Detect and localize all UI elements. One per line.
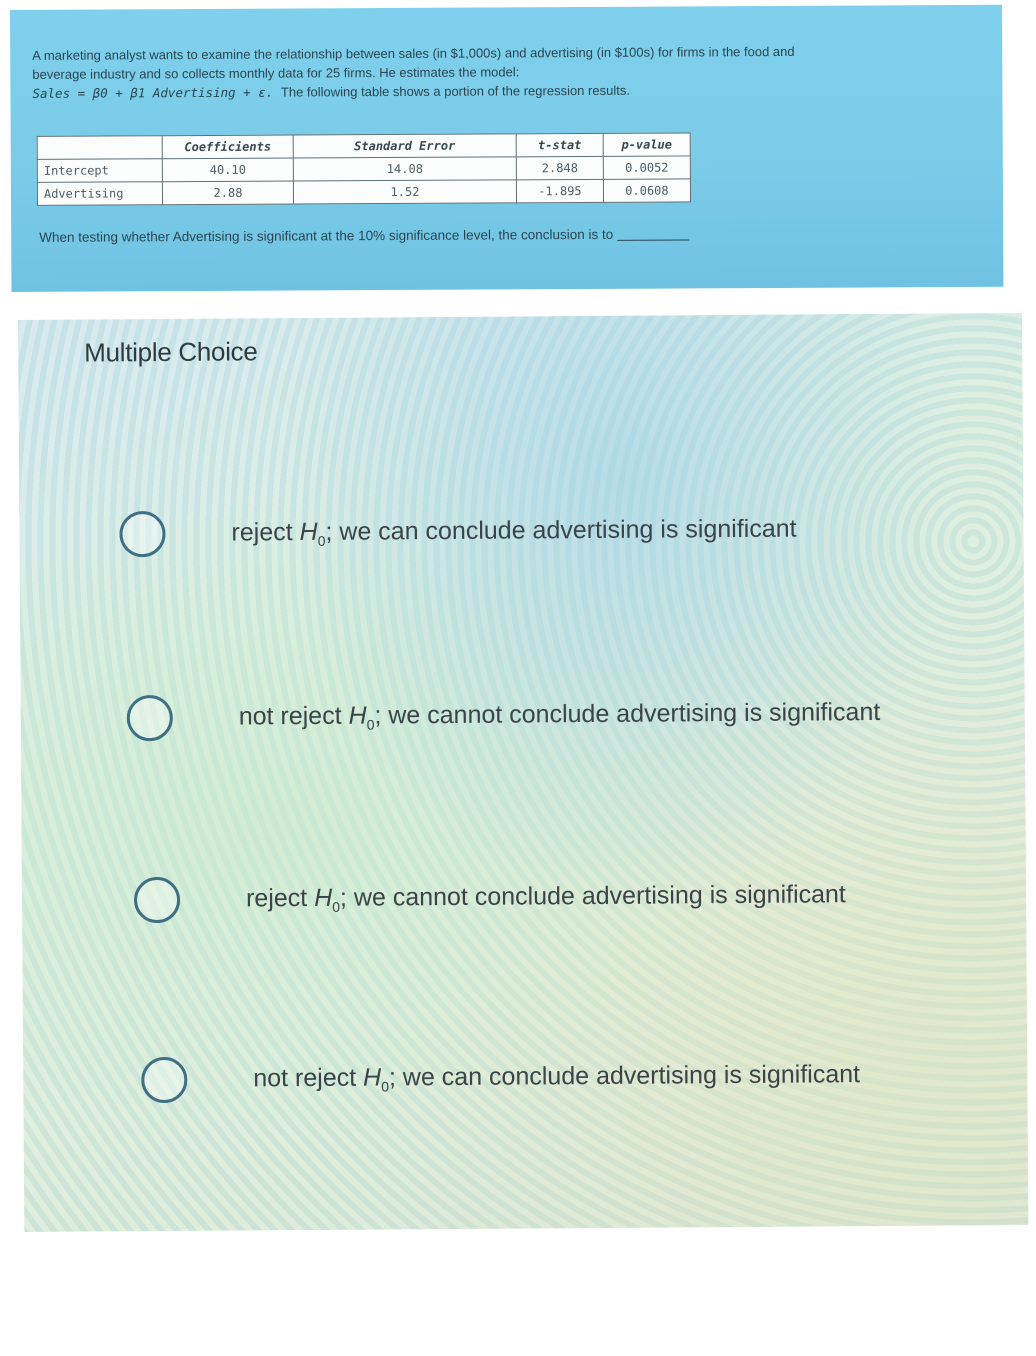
choice-option-3[interactable] [134,872,846,923]
question-prompt-text: When testing whether Advertising is significant at the 10% significance level, the conclusion is to [39,226,614,245]
null-hypothesis: $H_0$ [314,883,341,915]
answer-blank [617,239,689,240]
table-header-row [37,133,690,159]
advertising-standard-error: 1.52 [293,180,516,204]
intercept-coefficient: 40.10 [162,158,293,182]
choice-option-2[interactable] [127,690,881,741]
radio-button-icon[interactable] [119,511,165,557]
row-label-advertising: Advertising [37,182,162,206]
question-prompt [39,226,689,244]
null-hypothesis: $H_0$ [362,1062,390,1094]
regression-results-table [37,132,691,205]
choice-suffix: ; we can conclude advertising is significant [388,1059,861,1091]
question-intro-line-1: A marketing analyst wants to examine the relationship between sales (in $1,000s) and advertising (in $100s) for firms in the food and [32,43,795,63]
table-header-t-stat: t-stat [516,133,603,156]
question-panel [10,5,1003,292]
choice-option-label [239,697,881,732]
radio-button-icon[interactable] [134,877,180,923]
advertising-t-stat: -1.895 [516,179,603,202]
advertising-coefficient: 2.88 [162,181,293,205]
choice-suffix: ; we can conclude advertising is significant [325,514,797,546]
table-header-coefficients: Coefficients [162,135,293,159]
choice-suffix: ; we cannot conclude advertising is significant [374,697,881,730]
choice-option-4[interactable] [141,1052,860,1103]
question-intro-line-2: beverage industry and so collects monthly data for 25 firms. He estimates the model: [32,64,520,82]
choice-prefix: not reject [238,701,342,730]
null-hypothesis: $H_0$ [299,517,326,549]
choice-option-label [253,1060,860,1095]
advertising-p-value: 0.0608 [603,179,690,202]
choice-suffix: ; we cannot conclude advertising is significant [339,879,846,912]
model-line [32,79,982,103]
radio-button-icon[interactable] [141,1057,187,1103]
question-text [32,41,982,103]
choice-prefix: reject [231,517,293,547]
multiple-choice-heading: Multiple Choice [84,336,258,368]
choice-option-label [231,514,796,549]
choice-option-label [246,880,846,915]
radio-button-icon[interactable] [127,695,173,741]
regression-model: Sales = β0 + β1 Advertising + ε. [32,84,274,101]
intercept-standard-error: 14.08 [293,157,516,181]
null-hypothesis: $H_0$ [348,701,375,733]
choice-prefix: reject [245,883,308,912]
intercept-t-stat: 2.848 [516,156,603,179]
intercept-p-value: 0.0052 [603,156,690,179]
choice-option-1[interactable] [119,507,796,558]
table-row [37,179,690,205]
multiple-choice-panel [18,313,1028,1232]
choice-prefix: not reject [253,1063,357,1092]
model-followup-text: The following table shows a portion of the regression results. [280,82,630,100]
row-label-intercept: Intercept [37,159,162,183]
table-header-standard-error: Standard Error [293,134,516,158]
table-header-blank [37,136,162,160]
table-row [37,156,690,182]
table-header-p-value: p-value [603,133,690,156]
